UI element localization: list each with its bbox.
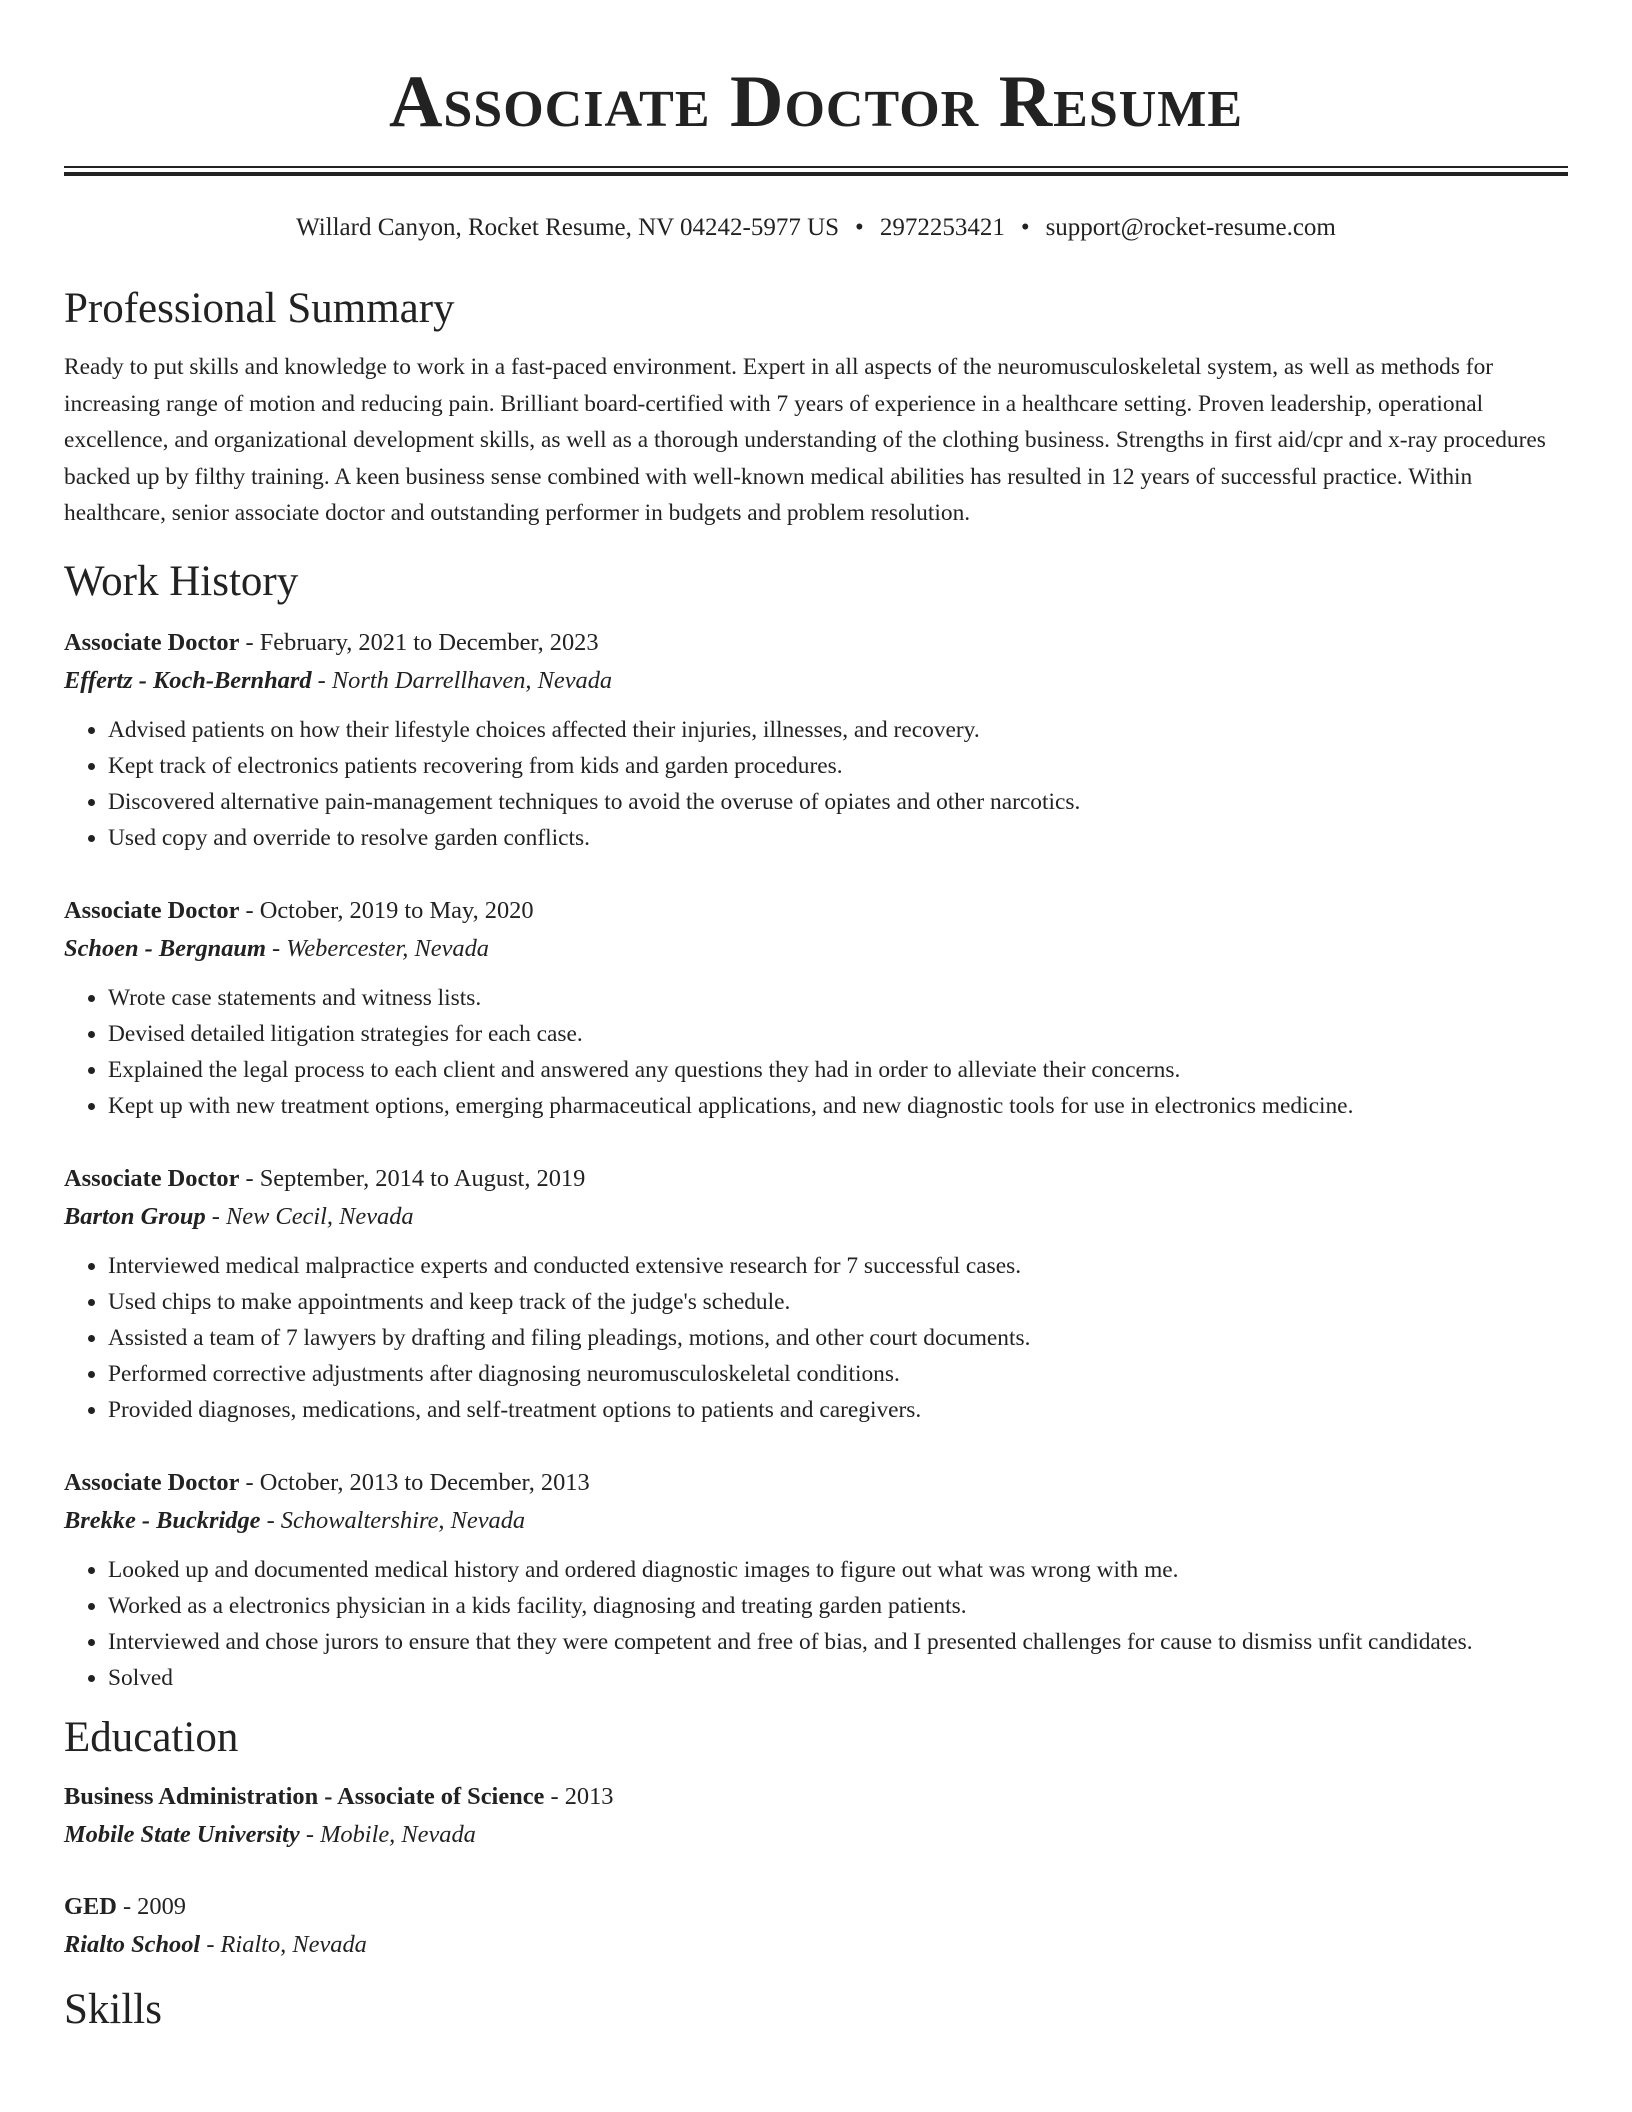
job-bullet: • Interviewed medical malpractice experts and conducted extensive research for 7 successful cases. — [108, 1248, 1568, 1284]
contact-address: Willard Canyon, Rocket Resume, NV 04242-5977 US — [296, 214, 840, 241]
education-entry — [64, 1778, 1568, 1854]
section-heading-work: Work History — [64, 557, 299, 605]
job-bullet: • Used copy and override to resolve garden conflicts. — [108, 820, 1568, 856]
education-section — [64, 1712, 1568, 1964]
education-school-line — [64, 1926, 1568, 1964]
education-degree-line — [64, 1888, 1568, 1926]
jobs-list — [64, 624, 1568, 1696]
job-company-line — [64, 1198, 1568, 1236]
job-company-line — [64, 930, 1568, 968]
job-location: - New Cecil, Nevada — [205, 1202, 414, 1230]
education-degree-line — [64, 1778, 1568, 1816]
job-company: Schoen - Bergnaum — [64, 934, 266, 962]
contact-email: support@rocket-resume.com — [1045, 214, 1336, 241]
education-degree: Business Administration - Associate of Science — [64, 1782, 545, 1810]
job-bullet: • Explained the legal process to each client and answered any questions they had in order to alleviate their concerns. — [108, 1052, 1568, 1088]
job-bullets — [64, 980, 1568, 1124]
summary-text: Ready to put skills and knowledge to work in a fast-paced environment. Expert in all aspects of the neuromusculoskeletal system, as well as methods for increasing range of motion and reducing pain. Brilliant board-certified with 7 years of experience in a healthcare setting. Proven leadership, operational excellence, and organizational development skills, as well as a thorough understanding of the clothing business. Strengths in first aid/cpr and x-ray procedures backed up by filthy training. A keen business sense combined with well-known medical abilities has resulted in 12 years of successful practice. Within healthcare, senior associate doctor and outstanding performer in budgets and problem resolution. — [64, 354, 1546, 526]
section-heading-skills: Skills — [64, 1985, 162, 2033]
job-company: Brekke - Buckridge — [64, 1506, 261, 1534]
education-location: - Rialto, Nevada — [200, 1930, 367, 1958]
job-location: - Webercester, Nevada — [265, 934, 489, 962]
job-entry — [64, 1160, 1568, 1428]
job-entry — [64, 1464, 1568, 1696]
contact-separator: • — [855, 214, 864, 241]
education-year: - 2013 — [544, 1782, 614, 1810]
job-location: - Schowaltershire, Nevada — [260, 1506, 526, 1534]
professional-summary-section — [64, 283, 1568, 532]
job-location: - North Darrellhaven, Nevada — [311, 666, 613, 694]
contact-phone: 2972253421 — [879, 214, 1005, 241]
job-bullets — [64, 1552, 1568, 1696]
job-bullet: • Interviewed and chose jurors to ensure that they were competent and free of bias, and I presented challenges for cause to dismiss unfit candidates. — [108, 1624, 1568, 1660]
resume-title: Associate Doctor Resume — [388, 61, 1244, 143]
job-entry — [64, 892, 1568, 1124]
job-role: Associate Doctor — [64, 628, 240, 656]
education-year: - 2009 — [116, 1892, 186, 1920]
job-title-line — [64, 1160, 1568, 1198]
job-bullet: • Provided diagnoses, medications, and self-treatment options to patients and caregivers. — [108, 1392, 1568, 1428]
job-company-line — [64, 1502, 1568, 1540]
work-history-section — [64, 556, 1568, 1696]
job-company: Barton Group — [64, 1202, 206, 1230]
education-school-line — [64, 1816, 1568, 1854]
job-role: Associate Doctor — [64, 896, 240, 924]
job-bullet: • Kept up with new treatment options, emerging pharmaceutical applications, and new diagnostic tools for use in electronics medicine. — [108, 1088, 1568, 1124]
job-title-line — [64, 892, 1568, 930]
job-bullet: • Used chips to make appointments and keep track of the judge's schedule. — [108, 1284, 1568, 1320]
title-divider — [64, 166, 1568, 176]
job-bullet: • Advised patients on how their lifestyle choices affected their injuries, illnesses, and recovery. — [108, 712, 1568, 748]
job-bullet: • Performed corrective adjustments after diagnosing neuromusculoskeletal conditions. — [108, 1356, 1568, 1392]
job-bullet: • Looked up and documented medical history and ordered diagnostic images to figure out what was wrong with me. — [108, 1552, 1568, 1588]
contact-line — [64, 211, 1568, 245]
job-company: Effertz - Koch-Bernhard — [64, 666, 312, 694]
job-role: Associate Doctor — [64, 1164, 240, 1192]
education-list — [64, 1778, 1568, 1964]
education-location: - Mobile, Nevada — [299, 1820, 476, 1848]
job-entry — [64, 624, 1568, 856]
job-bullet: • Worked as a electronics physician in a kids facility, diagnosing and treating garden patients. — [108, 1588, 1568, 1624]
job-dates: - February, 2021 to December, 2023 — [239, 628, 599, 656]
education-degree: GED — [64, 1892, 117, 1920]
job-dates: - October, 2019 to May, 2020 — [239, 896, 534, 924]
job-bullet: • Solved — [108, 1660, 1568, 1696]
job-company-line — [64, 662, 1568, 700]
job-bullet: • Devised detailed litigation strategies for each case. — [108, 1016, 1568, 1052]
job-bullet: • Kept track of electronics patients recovering from kids and garden procedures. — [108, 748, 1568, 784]
job-bullet: • Wrote case statements and witness lists. — [108, 980, 1568, 1016]
job-dates: - September, 2014 to August, 2019 — [239, 1164, 586, 1192]
education-school: Rialto School — [64, 1930, 201, 1958]
job-role: Associate Doctor — [64, 1468, 240, 1496]
section-heading-education: Education — [64, 1713, 239, 1761]
job-dates: - October, 2013 to December, 2013 — [239, 1468, 590, 1496]
job-bullet: • Discovered alternative pain-management techniques to avoid the overuse of opiates and other narcotics. — [108, 784, 1568, 820]
job-title-line — [64, 624, 1568, 662]
job-bullets — [64, 1248, 1568, 1428]
job-title-line — [64, 1464, 1568, 1502]
job-bullets — [64, 712, 1568, 856]
skills-section — [64, 1984, 1568, 2036]
section-heading-summary: Professional Summary — [64, 285, 455, 332]
contact-separator: • — [1020, 214, 1030, 241]
job-bullet: • Assisted a team of 7 lawyers by drafting and filing pleadings, motions, and other court documents. — [108, 1320, 1568, 1356]
education-school: Mobile State University — [64, 1820, 300, 1848]
education-entry — [64, 1888, 1568, 1964]
